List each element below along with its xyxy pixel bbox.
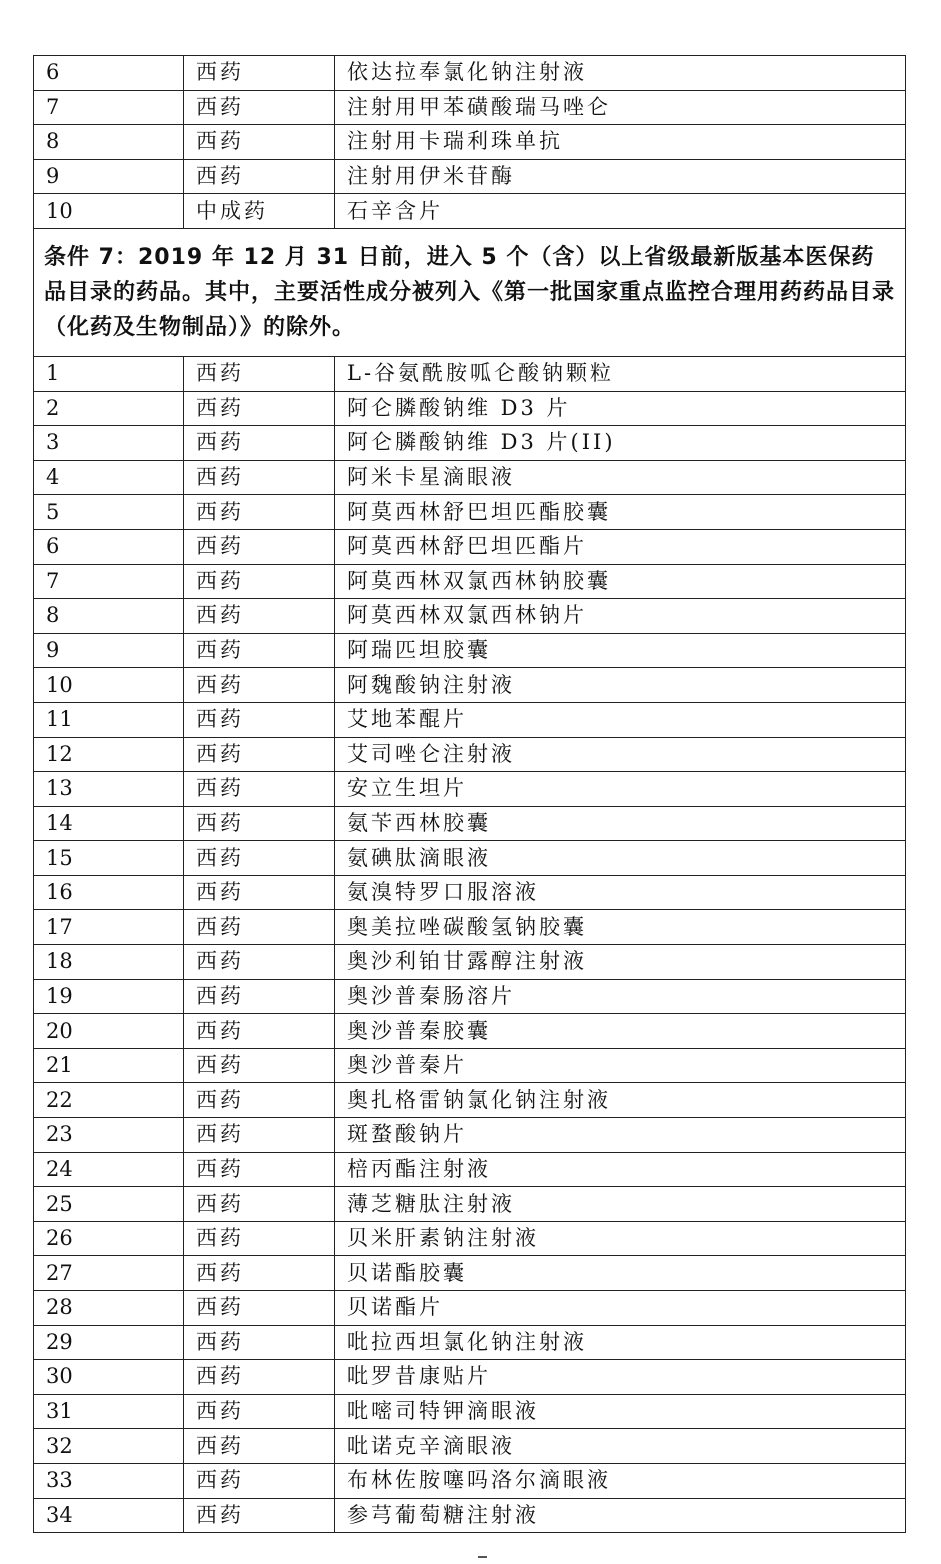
category-cell: 西药 [184,1394,335,1429]
drug-name-cell: 贝诺酯片 [335,1291,906,1326]
row-number-cell: 27 [34,1256,184,1291]
table-row [34,1429,906,1464]
drug-name-cell: 阿仑膦酸钠维 D3 片(II) [335,426,906,461]
table-row [34,1083,906,1118]
category-cell: 西药 [184,1429,335,1464]
table-row [34,564,906,599]
condition-text: 条件 7：2019 年 12 月 31 日前，进入 5 个（含）以上省级最新版基本医保药品目录的药品。其中，主要活性成分被列入《第一批国家重点监控合理用药药品目录（化药及生物制品）》的除外。 [34,228,906,356]
table-row [34,910,906,945]
row-number-cell: 23 [34,1118,184,1153]
table-row [34,1394,906,1429]
table-row [34,772,906,807]
table-row [34,1360,906,1395]
drug-name-cell: 石辛含片 [335,194,906,229]
row-number-cell: 32 [34,1429,184,1464]
table-row [34,1291,906,1326]
drug-name-cell: 吡嘧司特钾滴眼液 [335,1394,906,1429]
category-cell: 西药 [184,979,335,1014]
drug-name-cell: 氨溴特罗口服溶液 [335,875,906,910]
table-row [34,460,906,495]
table-row [34,1152,906,1187]
row-number-cell: 18 [34,945,184,980]
row-number-cell: 8 [34,125,184,160]
category-cell: 西药 [184,668,335,703]
row-number-cell: 24 [34,1152,184,1187]
table-row [34,806,906,841]
category-cell: 西药 [184,875,335,910]
row-number-cell: 26 [34,1221,184,1256]
row-number-cell: 16 [34,875,184,910]
row-number-cell: 6 [34,529,184,564]
table-row [34,194,906,229]
row-number-cell: 9 [34,159,184,194]
category-cell: 西药 [184,1325,335,1360]
table-row [34,529,906,564]
row-number-cell: 13 [34,772,184,807]
drug-name-cell: 安立生坦片 [335,772,906,807]
top-rows [34,56,906,229]
drug-name-cell: 奥沙普秦片 [335,1048,906,1083]
table-row [34,979,906,1014]
drug-name-cell: 氨苄西林胶囊 [335,806,906,841]
row-number-cell: 17 [34,910,184,945]
category-cell: 西药 [184,1498,335,1533]
row-number-cell: 29 [34,1325,184,1360]
drug-name-cell: 奥沙普秦胶囊 [335,1014,906,1049]
row-number-cell: 5 [34,495,184,530]
category-cell: 西药 [184,1014,335,1049]
category-cell: 西药 [184,1221,335,1256]
table-row [34,737,906,772]
row-number-cell: 1 [34,356,184,391]
drug-name-cell: 奥美拉唑碳酸氢钠胶囊 [335,910,906,945]
row-number-cell: 7 [34,90,184,125]
table-row [34,668,906,703]
category-cell: 西药 [184,159,335,194]
row-number-cell: 10 [34,668,184,703]
table-row [34,356,906,391]
drug-name-cell: L-谷氨酰胺呱仑酸钠颗粒 [335,356,906,391]
category-cell: 西药 [184,90,335,125]
condition-section [34,228,906,356]
drug-name-cell: 棓丙酯注射液 [335,1152,906,1187]
category-cell: 西药 [184,772,335,807]
row-number-cell: 3 [34,426,184,461]
row-number-cell: 33 [34,1463,184,1498]
row-number-cell: 14 [34,806,184,841]
category-cell: 西药 [184,529,335,564]
drug-name-cell: 参芎葡萄糖注射液 [335,1498,906,1533]
drug-name-cell: 奥沙普秦肠溶片 [335,979,906,1014]
drug-name-cell: 斑蝥酸钠片 [335,1118,906,1153]
category-cell: 西药 [184,564,335,599]
bottom-rows [34,356,906,1532]
category-cell: 西药 [184,1152,335,1187]
drug-name-cell: 阿瑞匹坦胶囊 [335,633,906,668]
table-row [34,945,906,980]
row-number-cell: 20 [34,1014,184,1049]
category-cell: 西药 [184,1118,335,1153]
table-row [34,391,906,426]
table-row [34,1463,906,1498]
category-cell: 西药 [184,495,335,530]
drug-name-cell: 阿米卡星滴眼液 [335,460,906,495]
table-row [34,1221,906,1256]
row-number-cell: 25 [34,1187,184,1222]
drug-name-cell: 吡罗昔康贴片 [335,1360,906,1395]
table-row [34,90,906,125]
drug-name-cell: 阿莫西林双氯西林钠胶囊 [335,564,906,599]
category-cell: 西药 [184,460,335,495]
drug-name-cell: 艾司唑仑注射液 [335,737,906,772]
category-cell: 西药 [184,910,335,945]
row-number-cell: 34 [34,1498,184,1533]
drug-name-cell: 布林佐胺噻吗洛尔滴眼液 [335,1463,906,1498]
category-cell: 西药 [184,633,335,668]
category-cell: 西药 [184,841,335,876]
category-cell: 西药 [184,391,335,426]
row-number-cell: 15 [34,841,184,876]
category-cell: 西药 [184,702,335,737]
table-row [34,159,906,194]
row-number-cell: 12 [34,737,184,772]
row-number-cell: 19 [34,979,184,1014]
category-cell: 西药 [184,1291,335,1326]
drug-name-cell: 阿莫西林舒巴坦匹酯胶囊 [335,495,906,530]
category-cell: 西药 [184,356,335,391]
row-number-cell: 21 [34,1048,184,1083]
category-cell: 西药 [184,1463,335,1498]
drug-name-cell: 依达拉奉氯化钠注射液 [335,56,906,91]
drug-name-cell: 奥扎格雷钠氯化钠注射液 [335,1083,906,1118]
category-cell: 西药 [184,56,335,91]
table-row [34,841,906,876]
table-row [34,599,906,634]
table-row [34,702,906,737]
drug-name-cell: 阿仑膦酸钠维 D3 片 [335,391,906,426]
drug-name-cell: 阿莫西林舒巴坦匹酯片 [335,529,906,564]
table-row [34,1118,906,1153]
row-number-cell: 8 [34,599,184,634]
drug-name-cell: 注射用卡瑞利珠单抗 [335,125,906,160]
drug-name-cell: 贝米肝素钠注射液 [335,1221,906,1256]
category-cell: 西药 [184,125,335,160]
table-row [34,1256,906,1291]
table-row [34,495,906,530]
category-cell: 西药 [184,945,335,980]
row-number-cell: 9 [34,633,184,668]
table-row [34,426,906,461]
table-row [34,1325,906,1360]
drug-list-table [33,55,906,1533]
row-number-cell: 10 [34,194,184,229]
row-number-cell: 11 [34,702,184,737]
table-row [34,56,906,91]
category-cell: 西药 [184,737,335,772]
drug-name-cell: 氨碘肽滴眼液 [335,841,906,876]
drug-name-cell: 注射用伊米苷酶 [335,159,906,194]
category-cell: 西药 [184,1187,335,1222]
table-row [34,125,906,160]
table-row [34,875,906,910]
drug-name-cell: 艾地苯醌片 [335,702,906,737]
row-number-cell: 28 [34,1291,184,1326]
table-row [34,1014,906,1049]
category-cell: 西药 [184,1360,335,1395]
condition-row [34,228,906,356]
table-row [34,1048,906,1083]
row-number-cell: 4 [34,460,184,495]
row-number-cell: 7 [34,564,184,599]
row-number-cell: 6 [34,56,184,91]
drug-name-cell: 贝诺酯胶囊 [335,1256,906,1291]
category-cell: 西药 [184,426,335,461]
category-cell: 中成药 [184,194,335,229]
drug-name-cell: 奥沙利铂甘露醇注射液 [335,945,906,980]
table-row [34,1498,906,1533]
category-cell: 西药 [184,599,335,634]
drug-name-cell: 吡诺克辛滴眼液 [335,1429,906,1464]
drug-name-cell: 注射用甲苯磺酸瑞马唑仑 [335,90,906,125]
category-cell: 西药 [184,1048,335,1083]
row-number-cell: 31 [34,1394,184,1429]
drug-name-cell: 吡拉西坦氯化钠注射液 [335,1325,906,1360]
page-number-mark [478,1556,487,1558]
category-cell: 西药 [184,1256,335,1291]
row-number-cell: 22 [34,1083,184,1118]
drug-name-cell: 阿莫西林双氯西林钠片 [335,599,906,634]
category-cell: 西药 [184,1083,335,1118]
table-row [34,633,906,668]
category-cell: 西药 [184,806,335,841]
drug-name-cell: 阿魏酸钠注射液 [335,668,906,703]
row-number-cell: 2 [34,391,184,426]
table-row [34,1187,906,1222]
row-number-cell: 30 [34,1360,184,1395]
drug-name-cell: 薄芝糖肽注射液 [335,1187,906,1222]
